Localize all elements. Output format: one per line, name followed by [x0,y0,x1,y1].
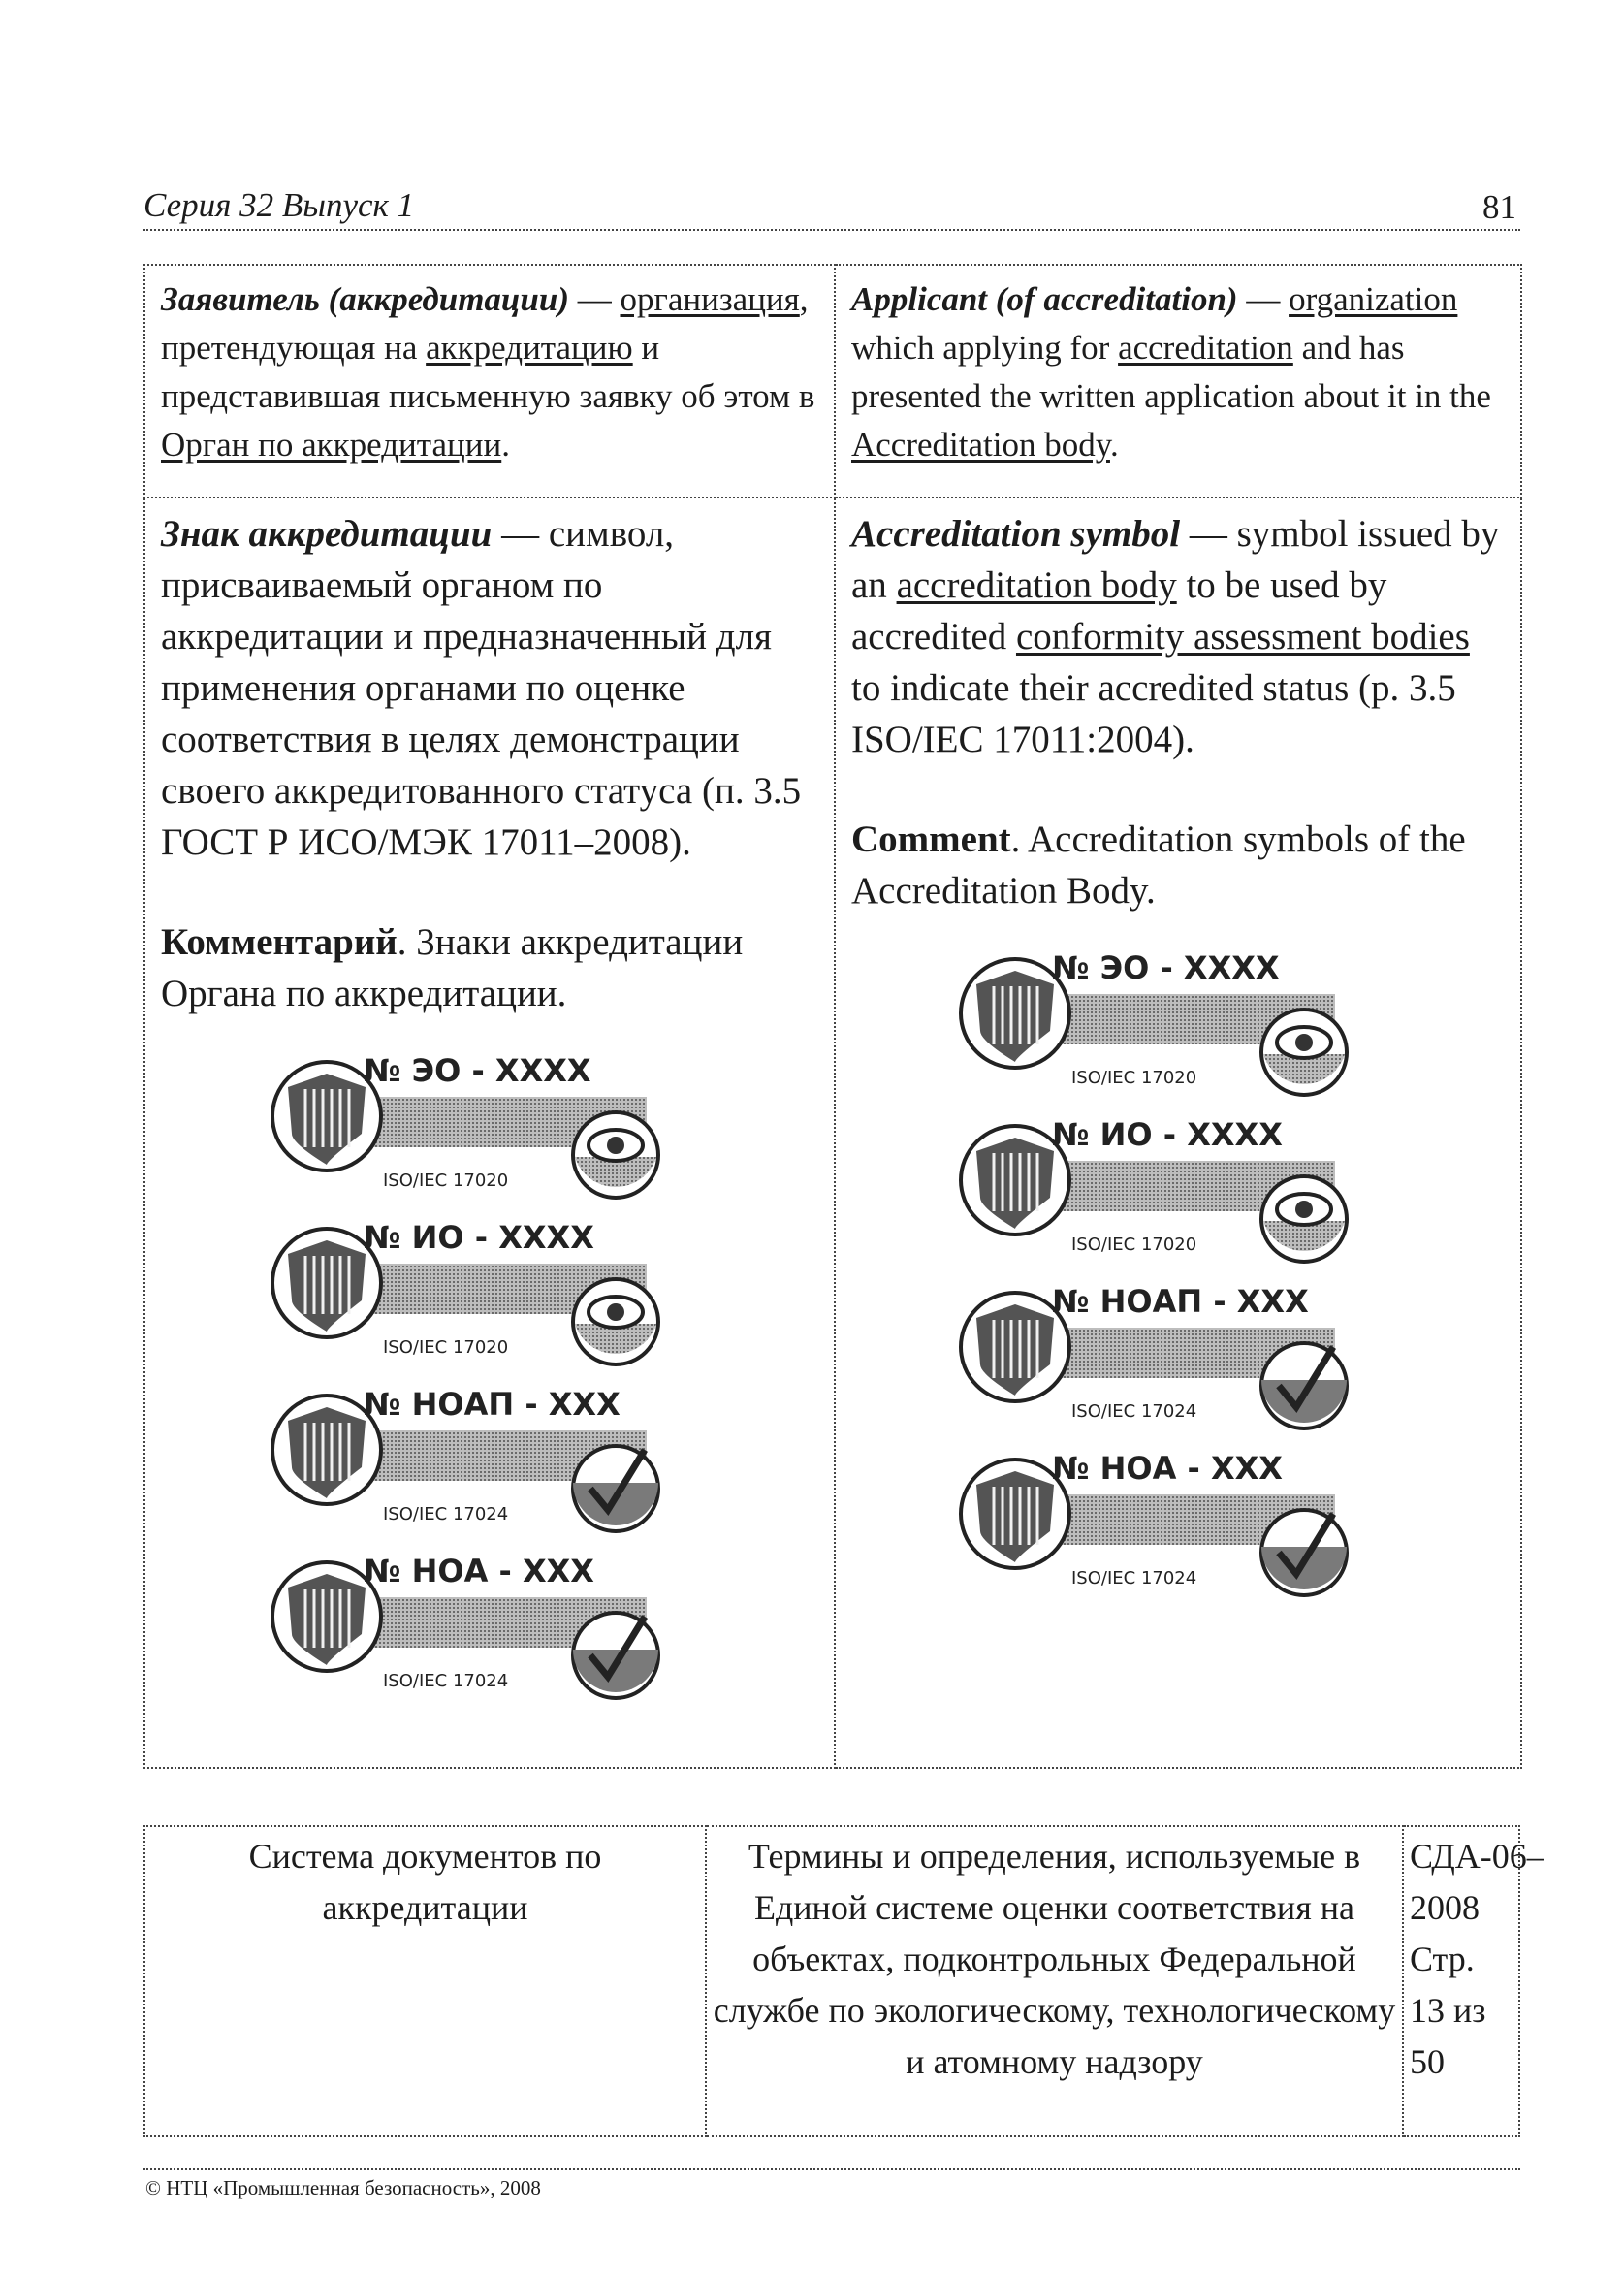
link-accreditation-en[interactable]: accreditation [1118,329,1293,367]
mark-number: № НОА - XXX [1052,1450,1283,1487]
accreditation-mark [955,1271,1401,1438]
term-en-applicant: Applicant (of accreditation) — organization which applying for accreditation and has presented the written application about it in the Accreditation body. [835,265,1521,497]
running-header [143,186,1520,231]
definition-en-symbol: Accreditation symbol — symbol issued by an accreditation body to be used by accredited conformity assessment bodies to indicate their accredited status (p. 3.5 ISO/IEC 17011:2004). [851,513,1500,760]
mark-number: № НОАП - XXX [364,1386,621,1423]
link-accreditation[interactable]: аккредитацию [426,329,633,367]
terms-table [143,264,1522,1769]
eye-pupil [607,1303,624,1321]
mark-standard: ISO/IEC 17024 [383,1504,509,1524]
accreditation-mark [267,1041,713,1207]
term-ru-applicant: Заявитель (аккредитации) — организация, претендующая на аккредитацию и представившая письменную заявку об этом в Орган по аккредитации. [144,265,835,497]
mark-number: № ЭО - XXXX [1052,949,1280,986]
term-row-symbol [144,497,1521,1768]
definition-ru-symbol: Знак аккредитации — символ, присваиваемый органом по аккредитации и предназначенный для применения органами по оценке соответствия в целях демонстрации своего аккредитованного статуса (п. 3.5 ГОСТ Р ИСО/МЭК 17011–2008). [161,513,802,863]
mark-number: № НОА - XXX [364,1553,594,1589]
accreditation-mark [267,1541,713,1708]
series-title: Серия 32 Выпуск 1 [143,186,415,224]
mark-standard: ISO/IEC 17020 [1071,1235,1197,1255]
accreditation-mark [955,1105,1401,1271]
accreditation-mark [955,1438,1401,1605]
comment-ru: Комментарий. Знаки аккредитации Органа по аккредитации. [161,921,744,1014]
footer-system-name: Система документов по аккредитации [144,1826,706,2136]
accreditation-mark [267,1207,713,1374]
footer-divider [143,2168,1520,2170]
link-accreditation-body[interactable]: Орган по аккредитации [161,426,502,464]
link-accreditation-body-en[interactable]: Accreditation body [851,426,1110,464]
accreditation-marks-ru [161,1041,818,1708]
eye-pupil [607,1137,624,1154]
page-number: 81 [1482,188,1516,226]
footer-page-count: Стр. 13 из 50 [1410,1940,1486,2081]
eye-pupil [1295,1201,1313,1218]
link-conformity-bodies[interactable]: conformity assessment bodies [1015,616,1470,658]
footer-doc-code: СДА-06–2008 [1410,1837,1544,1927]
accreditation-mark [955,938,1401,1105]
link-organization[interactable]: организация [620,280,800,318]
link-organization-en[interactable]: organization [1289,280,1458,318]
mark-standard: ISO/IEC 17020 [383,1171,509,1191]
mark-standard: ISO/IEC 17024 [1071,1568,1197,1588]
comment-en: Comment. Accreditation symbols of the Accreditation Body. [851,818,1466,912]
mark-number: № ИО - XXXX [364,1219,594,1256]
accreditation-mark [267,1374,713,1541]
copyright-notice: © НТЦ «Промышленная безопасность», 2008 [145,2176,541,2199]
mark-standard: ISO/IEC 17020 [1071,1068,1197,1088]
footer-document-info [1403,1826,1544,2136]
link-accreditation-body-symbol[interactable]: accreditation body [896,564,1177,606]
mark-number: № ЭО - XXXX [364,1052,591,1089]
mark-standard: ISO/IEC 17024 [383,1671,509,1691]
eye-pupil [1295,1034,1313,1051]
term-ru-symbol [144,497,835,1768]
footer-document-title: Термины и определения, используемые в Единой системе оценки соответствия на объектах, подконтрольных Федеральной службе по экологическому, технологическому и атомному надзору [706,1826,1403,2136]
document-footer-table [143,1825,1544,2137]
accreditation-marks-en [851,938,1505,1605]
term-row-applicant [144,265,1521,497]
mark-number: № НОАП - XXX [1052,1283,1309,1320]
mark-standard: ISO/IEC 17024 [1071,1401,1197,1422]
mark-standard: ISO/IEC 17020 [383,1337,509,1358]
term-en-symbol [835,497,1521,1768]
mark-number: № ИО - XXXX [1052,1116,1283,1153]
